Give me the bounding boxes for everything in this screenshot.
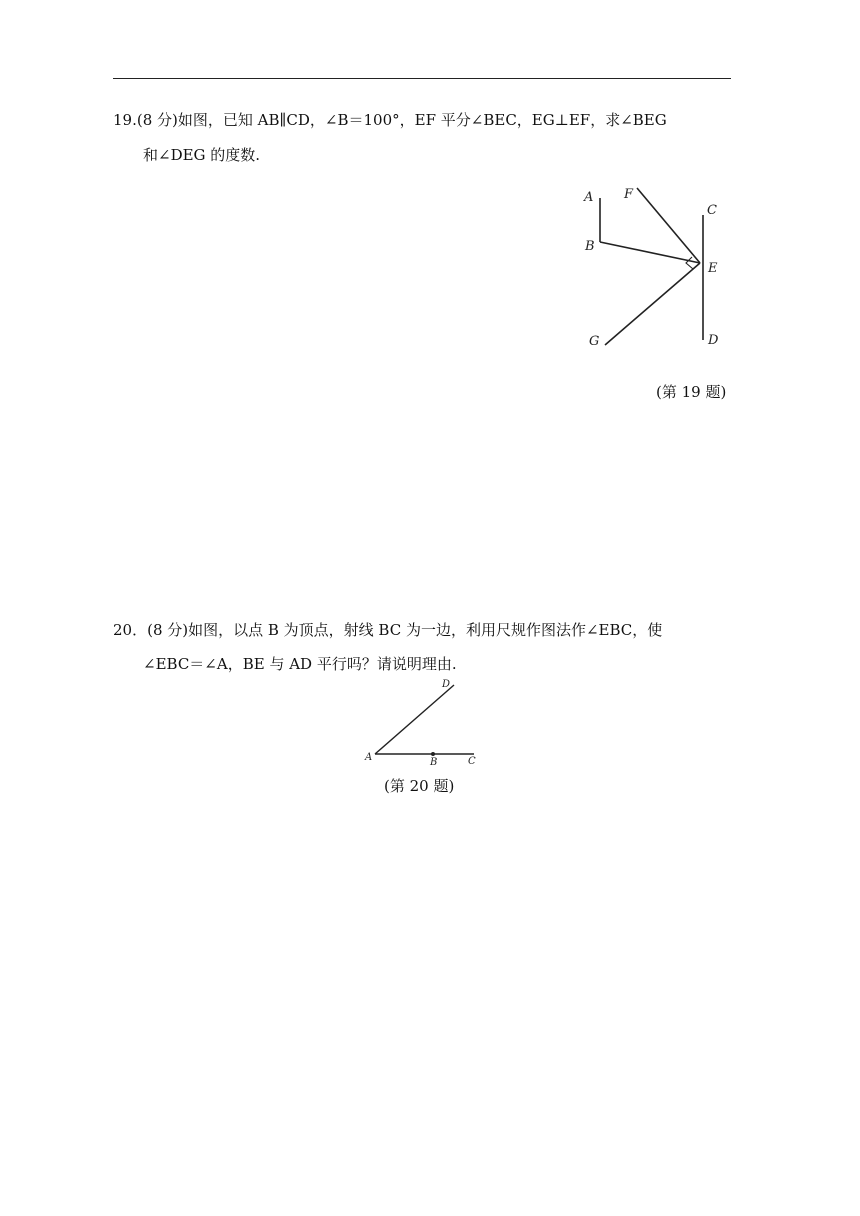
label-d: D bbox=[708, 333, 719, 348]
q20-caption: (第 20 题) bbox=[384, 777, 455, 795]
q20-figure bbox=[360, 676, 485, 771]
label-g: G bbox=[589, 334, 600, 349]
label-b: B bbox=[430, 757, 438, 768]
q19-text-line2: 和∠DEG 的度数. bbox=[143, 146, 261, 164]
header-rule bbox=[113, 78, 731, 79]
label-c: C bbox=[468, 756, 476, 767]
right-angle-mark bbox=[686, 257, 693, 269]
q20-text-line1: 20．(8 分)如图，以点 B 为顶点，射线 BC 为一边，利用尺规作图法作∠EBC，使 bbox=[113, 621, 663, 639]
label-e: E bbox=[708, 261, 718, 276]
label-c: C bbox=[707, 203, 717, 218]
label-f: F bbox=[624, 187, 634, 202]
label-b: B bbox=[585, 239, 595, 254]
label-a: A bbox=[365, 752, 373, 763]
segment-eg bbox=[605, 263, 700, 345]
q19-caption: (第 19 题) bbox=[656, 383, 727, 401]
point-b bbox=[431, 752, 435, 756]
q19-text-line1: 19.(8 分)如图，已知 AB∥CD，∠B＝100°，EF 平分∠BEC，EG⊥EF，求∠BEG bbox=[113, 111, 667, 129]
label-d: D bbox=[442, 679, 451, 690]
q19-figure bbox=[570, 180, 730, 355]
ray-ad bbox=[375, 685, 454, 754]
label-a: A bbox=[584, 190, 594, 205]
q20-text-line2: ∠EBC＝∠A，BE 与 AD 平行吗？请说明理由. bbox=[143, 655, 457, 673]
